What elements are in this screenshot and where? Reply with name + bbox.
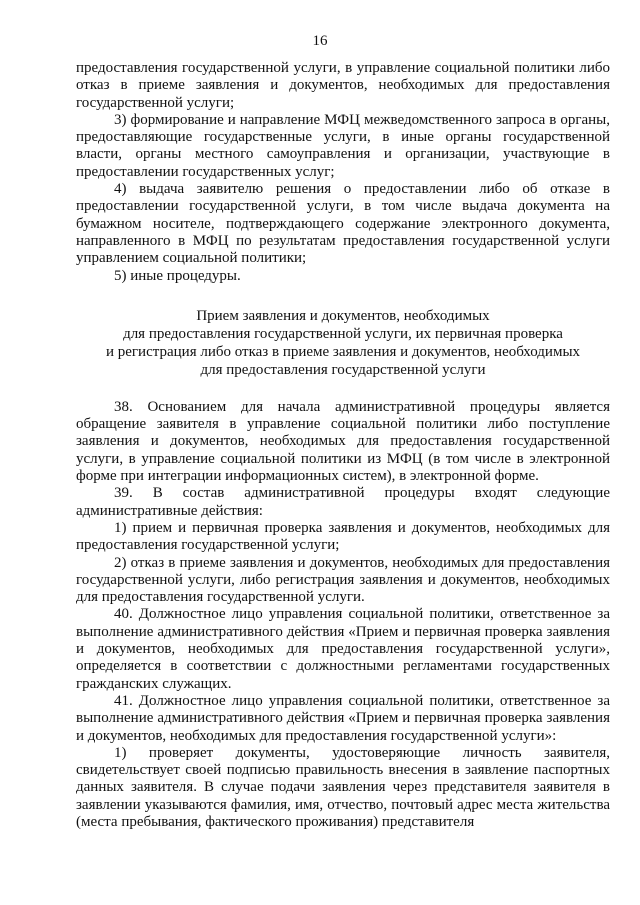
paragraph: 2) отказ в приеме заявления и документов, необходимых для предоставления государственной услуги, либо регистрация заявления и документов, необходимых для предоставления государственной услуги. (76, 554, 610, 606)
page-number: 16 (312, 33, 328, 49)
paragraph: 41. Должностное лицо управления социальной политики, ответственное за выполнение административного действия «Прием и первичная проверка заявления и документов, необходимых для предоставления государственной услуги»: (76, 692, 610, 744)
paragraph: 40. Должностное лицо управления социальной политики, ответственное за выполнение административного действия «Прием и первичная проверка заявления и документов, необходимых для предоставления государственной услуги», определяется в соответствии с должностными регламентами государственных гражданских служащих. (76, 606, 610, 692)
paragraph: 5) иные процедуры. (114, 267, 241, 284)
paragraph: 38. Основанием для начала административной процедуры является обращение заявителя в управление социальной политики либо поступление заявления и документов, необходимых для предоставления государственной услуги, в управление социальной политики из МФЦ (в том числе в электронной форме при интеграции информационных систем), в электронной форме. (76, 398, 610, 485)
paragraph: 1) прием и первичная проверка заявления и документов, необходимых для предоставления государственной услуги; (76, 519, 610, 554)
section-title-line: Прием заявления и документов, необходимых (196, 307, 490, 324)
paragraph: 1) проверяет документы, удостоверяющие личность заявителя, свидетельствует своей подписью правильность внесения в заявление паспортных данных заявителя. В случае подачи заявления через представителя заявителя в заявлении указываются фамилия, имя, отчество, почтовый адрес места жительства (места пребывания, фактического проживания) представителя (76, 744, 610, 830)
paragraph: 3) формирование и направление МФЦ межведомственного запроса в органы, предоставляющие государственные услуги, в иные органы государственной власти, органы местного самоуправления и организации, участвующие в предоставлении государственных услуг; (76, 111, 610, 180)
section-title-line: для предоставления государственной услуги (200, 361, 486, 378)
document-body (76, 60, 610, 831)
paragraph: 4) выдача заявителю решения о предоставлении либо об отказе в предоставлении государственной услуги, в том числе выдача документа на бумажном носителе, подтверждающего содержание электронного документа, направленного в МФЦ по результатам предоставления государственной услуги управлением социальной политики; (76, 181, 610, 267)
section-title (76, 307, 610, 379)
paragraph: предоставления государственной услуги, в управление социальной политики либо отказ в приеме заявления и документов, необходимых для предоставления государственной услуги; (76, 60, 610, 111)
paragraph: 39. В состав административной процедуры входят следующие административные действия: (76, 485, 610, 519)
section-title-line: и регистрация либо отказ в приеме заявления и документов, необходимых (105, 343, 581, 360)
section-title-line: для предоставления государственной услуги, их первичная проверка (123, 325, 563, 342)
